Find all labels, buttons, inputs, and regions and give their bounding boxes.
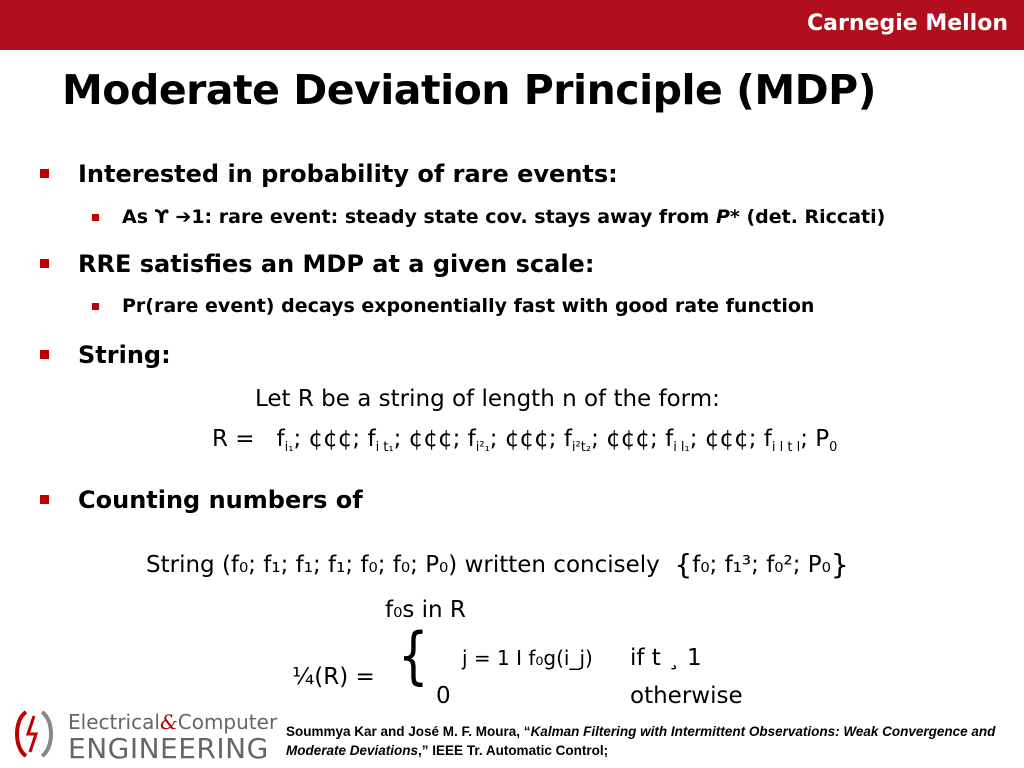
logo-ampersand: & <box>159 710 178 734</box>
bullet-square-icon <box>40 169 49 178</box>
logo-electrical: Electrical <box>68 710 160 734</box>
subbullet-text: Pr(rare event) decays exponentially fast with good rate function <box>122 295 815 317</box>
bullet-text: Counting numbers of <box>78 486 363 514</box>
bullet-square-icon <box>40 259 49 268</box>
citation <box>286 722 1016 760</box>
case2-val: 0 <box>436 683 451 709</box>
subbullet-tail: (det. Riccati) <box>739 206 886 228</box>
left-brace: { <box>398 619 429 693</box>
logo-computer: Computer <box>177 710 278 734</box>
ece-logo <box>6 704 281 764</box>
bullet-square-icon <box>92 303 99 310</box>
case2-cond: otherwise <box>630 683 743 709</box>
citation-authors: Soummya Kar and José M. F. Moura, “ <box>286 724 531 739</box>
case1-cond: if t ¸ 1 <box>630 645 702 671</box>
r-lhs: R = <box>212 426 255 452</box>
pi-lhs: ¼(R) = <box>292 664 375 690</box>
citation-tail: ,” IEEE Tr. Automatic Control; <box>418 743 609 758</box>
ece-logo-icon <box>6 706 62 762</box>
string-example-text: String (f₀; f₁; f₁; f₁; f₀; f₀; P₀) written concisely <box>146 552 660 578</box>
concise-form: f₀; f₁³; f₀²; P₀ <box>692 552 831 578</box>
bullet-text: String: <box>78 341 171 369</box>
citation-title: Kalman Filtering with Intermittent Observations: Weak Convergence and Moderate Deviations <box>286 724 996 758</box>
logo-engineering: ENGINEERING <box>68 732 269 765</box>
header-bar <box>0 0 1024 50</box>
subbullet-text: As ϒ ➔1: rare event: steady state cov. stays away from <box>122 206 716 228</box>
brand-name: Carnegie Mellon <box>807 11 1008 36</box>
let-line: Let R be a string of length n of the form: <box>255 386 720 412</box>
subbullet-italic: P* <box>715 206 740 228</box>
string-example: String (f₀; f₁; f₁; f₁; f₀; f₀; P₀) written concisely {f₀; f₁³; f₀²; P₀} <box>146 548 849 581</box>
slide-title: Moderate Deviation Principle (MDP) <box>62 66 876 114</box>
string-equation: $R = f_{i_1}$; ¢¢¢; $f_{i t_1}$; ¢¢¢; $f_{i^2_1}$; ¢¢¢; $f_{i^2t_2}$; ¢¢¢; $f_{i l_1}$; ¢¢¢; $f_{i l t l}$; $P_0$ <box>212 426 838 455</box>
case1-expr: j = 1 I f₀g(i_j) <box>462 646 593 670</box>
bullet-square-icon <box>92 214 99 221</box>
fos-in-r: f₀s in R <box>385 597 466 623</box>
bullet-square-icon <box>40 350 49 359</box>
bullet-square-icon <box>40 495 49 504</box>
bullet-text: RRE satisfies an MDP at a given scale: <box>78 250 595 278</box>
bullet-text: Interested in probability of rare events: <box>78 160 618 188</box>
